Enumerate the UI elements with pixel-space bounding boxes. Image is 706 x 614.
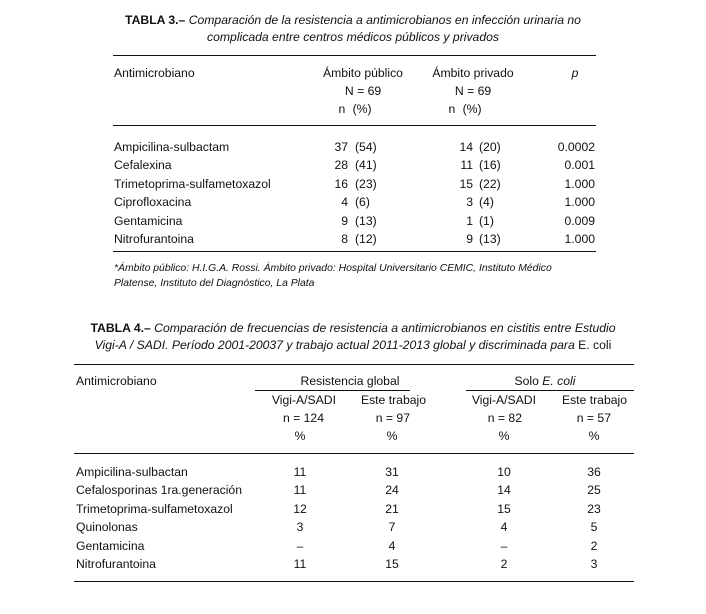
table4-header-pct-vigi-global: % — [294, 429, 306, 443]
table4-header-pct-vigi-ecoli: % — [498, 429, 510, 443]
table4-cell-global-este: 4 — [388, 538, 396, 553]
table3-header-npct-publico: n (%) — [338, 102, 372, 116]
table3-cell-publico-n: 28 — [334, 158, 348, 173]
table4-cell-global-vigi: 11 — [293, 465, 307, 479]
table3-cell-privado-pct: (1) — [479, 213, 494, 228]
table3-footnote-line1: *Ámbito público: H.I.G.A. Rossi. Ámbito privado: Hospital Universitario CEMIC, Instituto Médico — [114, 263, 552, 274]
table4-cell-ecoli-este: 25 — [587, 483, 601, 498]
table3-caption — [0, 12, 706, 46]
table4-mid-rule — [74, 453, 634, 454]
table3-cell-privado-pct: (13) — [479, 232, 501, 246]
table4-header-solo-ecoli: Solo E. coli — [514, 374, 576, 388]
table4-caption — [0, 320, 706, 354]
table3-header-privado: Ámbito privado — [432, 66, 514, 80]
table4-cell-ecoli-vigi: 14 — [497, 483, 511, 498]
table3-footnote-line2: Platense, Instituto del Diagnóstico, La Plata — [114, 278, 315, 289]
table3-cell-privado-pct: (20) — [479, 140, 501, 154]
table3-cell-privado-n: 1 — [466, 213, 473, 228]
table4-header-este-ecoli: Este trabajo — [561, 393, 627, 407]
table4-cell-ecoli-vigi: 4 — [500, 520, 508, 535]
table3-bottom-rule — [113, 251, 596, 252]
table4-global-span-rule — [255, 390, 410, 391]
table4-cell-ecoli-este: 23 — [587, 501, 601, 516]
table4-cell-ecoli-vigi: 15 — [497, 501, 511, 516]
table3-cell-p: 1.000 — [564, 195, 595, 210]
table3-cell-p: 1.000 — [564, 176, 595, 191]
table3-cell-publico-pct: (12) — [355, 232, 377, 246]
table4-header-n-vigi-global: n = 124 — [282, 411, 324, 425]
table4-cell-ecoli-vigi: 2 — [500, 557, 508, 571]
table4-header-pct-este-ecoli: % — [588, 429, 600, 443]
table3-cell-publico-pct: (23) — [355, 176, 377, 191]
table4-header-vigi-global: Vigi-A/SADI — [271, 393, 336, 407]
table4-cell-global-vigi: 11 — [293, 557, 307, 571]
table3-cell-publico-n: 8 — [341, 232, 348, 246]
table4-ecoli-span-rule — [466, 390, 634, 391]
table3-header-n-privado: N = 69 — [454, 84, 492, 98]
table4-cell-ecoli-este: 5 — [590, 520, 598, 535]
table4-caption-line1: TABLA 4.– Comparación de frecuencias de resistencia a antimicrobianos en cistitis entre Estudio — [90, 321, 616, 335]
table3-header-antimicrobiano: Antimicrobiano — [114, 66, 195, 80]
table3-cell-publico-n: 37 — [334, 140, 348, 154]
table4-header-n-vigi-ecoli: n = 82 — [487, 411, 522, 425]
table3-cell-publico-pct: (54) — [355, 140, 377, 154]
table4-cell-ecoli-este: 3 — [590, 557, 598, 571]
table4-header-n-este-ecoli: n = 57 — [576, 411, 611, 425]
table4-cell-ecoli-vigi: 10 — [497, 465, 511, 479]
table3-caption-line2: complicada entre centros médicos públicos y privados — [207, 30, 499, 44]
table3-cell-name: Nitrofurantoina — [114, 232, 194, 246]
table3-cell-publico-n: 4 — [341, 195, 348, 210]
table4-header-n-este-global: n = 97 — [375, 411, 410, 425]
table4-header-vigi-ecoli: Vigi-A/SADI — [471, 393, 536, 407]
table4-top-rule — [74, 364, 634, 365]
table4-cell-name: Trimetoprima-sulfametoxazol — [76, 501, 233, 516]
table3-cell-privado-pct: (16) — [479, 158, 501, 173]
table4-cell-global-vigi: 3 — [296, 520, 304, 535]
table3-header-p: p — [571, 66, 579, 80]
table3-cell-name: Cefalexina — [114, 158, 172, 173]
table3-caption-line1: TABLA 3.– Comparación de la resistencia a antimicrobianos en infección urinaria no — [125, 13, 581, 27]
table4-header-antimicrobiano: Antimicrobiano — [76, 374, 157, 388]
table4-caption-line2: Vigi-A / SADI. Período 2001-20037 y trabajo actual 2011-2013 global y discriminada para E. coli — [94, 338, 612, 352]
table4-cell-ecoli-este: 2 — [590, 538, 598, 553]
table4-cell-global-este: 31 — [385, 465, 399, 479]
table3-cell-p: 0.001 — [564, 158, 595, 173]
table3-cell-publico-n: 9 — [341, 213, 348, 228]
table4-cell-global-este: 24 — [385, 483, 399, 498]
table3-header-npct-privado: n (%) — [448, 102, 482, 116]
table4-cell-ecoli-vigi: – — [500, 538, 508, 553]
table3-mid-rule — [113, 125, 596, 126]
table3-footnote — [114, 261, 552, 291]
table3-cell-publico-pct: (13) — [355, 213, 377, 228]
table3-header-publico: Ámbito público — [323, 66, 403, 80]
table3-header-n-publico: N = 69 — [344, 84, 382, 98]
table3-cell-publico-n: 16 — [334, 176, 348, 191]
table3-cell-p: 0.009 — [564, 213, 595, 228]
table4-cell-global-este: 21 — [385, 501, 399, 516]
table4-cell-global-vigi: 11 — [293, 483, 307, 498]
table3-cell-privado-n: 11 — [460, 158, 473, 173]
table4-cell-name: Quinolonas — [76, 520, 138, 535]
table3-cell-p: 1.000 — [564, 232, 595, 246]
table4-cell-global-este: 7 — [388, 520, 396, 535]
table3-cell-privado-pct: (4) — [479, 195, 494, 210]
table4-cell-name: Cefalosporinas 1ra.generación — [76, 483, 242, 498]
table3-cell-name: Ampicilina-sulbactam — [114, 140, 230, 154]
table3-top-rule — [113, 55, 596, 56]
table4-cell-name: Gentamicina — [76, 538, 145, 553]
table3-cell-privado-n: 3 — [466, 195, 473, 210]
table3-cell-p: 0.0002 — [557, 140, 595, 154]
table3-cell-privado-n: 15 — [459, 176, 473, 191]
table3-cell-publico-pct: (6) — [355, 195, 370, 210]
table3-cell-name: Gentamicina — [114, 213, 183, 228]
table4-header-pct-este-global: % — [386, 429, 398, 443]
table4-cell-name: Ampicilina-sulbactan — [76, 465, 188, 479]
table4-cell-global-vigi: – — [296, 538, 304, 553]
table3-cell-name: Ciprofloxacina — [114, 195, 192, 210]
table3-cell-privado-n: 9 — [466, 232, 473, 246]
table4-cell-name: Nitrofurantoina — [76, 557, 156, 571]
table4-header-este-global: Este trabajo — [360, 393, 426, 407]
table4-header-resistencia-global: Resistencia global — [300, 374, 400, 388]
table3-cell-privado-n: 14 — [459, 140, 473, 154]
table4-bottom-rule — [74, 581, 634, 582]
table4-cell-ecoli-este: 36 — [587, 465, 601, 479]
table3-cell-privado-pct: (22) — [479, 176, 501, 191]
table3-cell-name: Trimetoprima-sulfametoxazol — [114, 176, 271, 191]
table3-cell-publico-pct: (41) — [355, 158, 377, 173]
table4-cell-global-vigi: 12 — [293, 501, 307, 516]
table4-cell-global-este: 15 — [385, 557, 399, 571]
